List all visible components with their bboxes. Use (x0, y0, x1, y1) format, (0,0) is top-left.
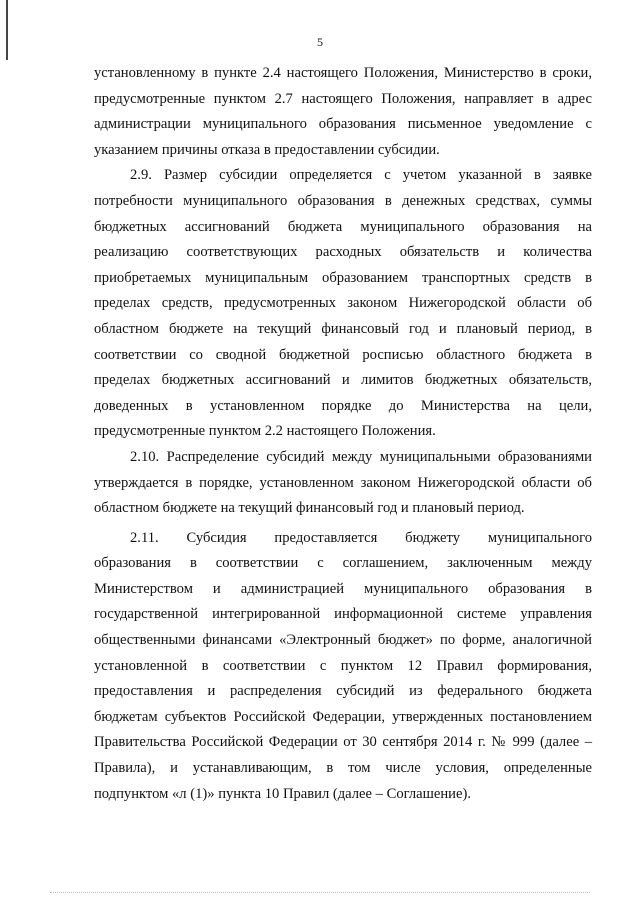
text-line: подпунктом «л (1)» пункта 10 Правил (далее – Соглашение). (94, 785, 471, 802)
text-line: 2.9. Размер субсидии определяется с учетом указанной в заявке (130, 167, 592, 184)
text-line: установленной в соответствии с пунктом 12 Правил формирования, (94, 657, 592, 674)
paragraph-2-9 (94, 163, 592, 445)
text-line: образования в соответствии с соглашением, заключенным между (94, 555, 592, 572)
text-line: предусмотренные пунктом 2.2 настоящего Положения. (94, 423, 436, 440)
text-line: 2.11. Субсидия предоставляется бюджету муниципального (130, 529, 592, 546)
paragraph-2-10 (94, 445, 592, 522)
text-line: указанием причины отказа в предоставлении субсидии. (94, 141, 440, 158)
text-line: администрации муниципального образования письменное уведомление с (94, 116, 592, 133)
page-number: 5 (317, 35, 323, 49)
text-line: потребности муниципального образования в денежных средствах, суммы (94, 192, 592, 209)
text-line: пределах бюджетных ассигнований и лимитов бюджетных обязательств, (94, 372, 592, 389)
text-line: предусмотренные пунктом 2.7 настоящего Положения, направляет в адрес (94, 90, 592, 107)
text-line: предоставления и распределения субсидий из федерального бюджета (94, 683, 592, 700)
paragraph-2-11 (94, 526, 592, 808)
text-line: соответствии со сводной бюджетной росписью областного бюджета в (94, 346, 592, 363)
scan-bottom-artifact (50, 892, 590, 894)
text-line: Правительства Российской Федерации от 30 сентября 2014 г. № 999 (далее – (94, 734, 592, 751)
text-line: государственной интегрированной информационной системе управления (94, 606, 592, 623)
text-line: пределах средств, предусмотренных законом Нижегородской области об (94, 295, 592, 312)
text-line: реализацию соответствующих расходных обязательств и количества (94, 244, 592, 261)
text-line: установленному в пункте 2.4 настоящего Положения, Министерство в сроки, (94, 65, 592, 81)
text-line: бюджетам субъектов Российской Федерации, утвержденных постановлением (94, 708, 592, 725)
text-line: Правила), и устанавливающим, в том числе условия, определенные (94, 760, 592, 777)
text-line: приобретаемых муниципальным образованием транспортных средств в (94, 269, 592, 286)
text-line: областном бюджете на текущий финансовый год и плановый период. (94, 500, 525, 517)
text-line: доведенных в установленном порядке до Министерства на цели, (94, 397, 592, 414)
text-line: 2.10. Распределение субсидий между муниципальными образованиями (130, 448, 592, 465)
text-line: Министерством и администрацией муниципального образования в (94, 580, 592, 597)
text-line: общественными финансами «Электронный бюджет» по форме, аналогичной (94, 632, 592, 649)
document-body (94, 61, 592, 807)
text-line: бюджетных ассигнований бюджета муниципального образования на (94, 218, 592, 235)
text-line: областном бюджете на текущий финансовый год и плановый период, в (94, 320, 592, 337)
text-line: утверждается в порядке, установленном законом Нижегородской области об (94, 474, 592, 491)
paragraph-continuation (94, 61, 592, 163)
scan-edge-mark (6, 0, 8, 60)
